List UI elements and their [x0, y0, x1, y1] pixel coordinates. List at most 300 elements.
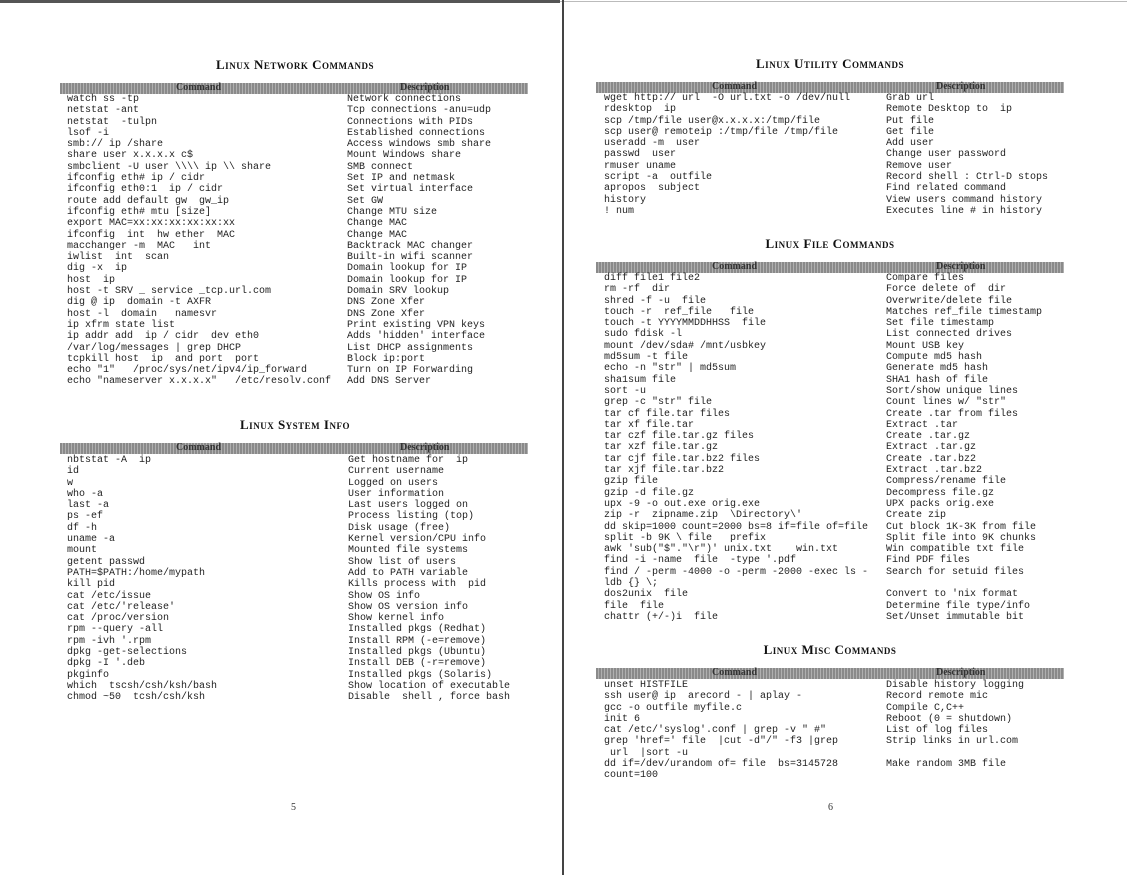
command-header: Command [176, 442, 222, 453]
table-row [604, 138, 1074, 149]
table-row [604, 116, 1074, 127]
command-cell: passwd user [604, 149, 677, 161]
description-cell: Install RPM (-e=remove) [348, 635, 487, 647]
description-cell: Force delete of dir [886, 284, 1007, 296]
description-cell: Block ip:port [347, 353, 426, 365]
description-cell: Search for setuid files [886, 566, 1025, 578]
table-row [67, 173, 537, 184]
command-cell: dig -x ip [67, 263, 128, 275]
command-cell: cat /etc/'syslog'.conf | grep -v " #" [604, 725, 827, 737]
table-row [67, 139, 537, 150]
table-row [67, 602, 537, 613]
description-cell: Extract .tar.gz [886, 442, 977, 454]
table-row [604, 93, 1074, 104]
command-cell: ifconfig int hw ether MAC [67, 229, 236, 241]
description-cell: Create .tar.bz2 [886, 453, 977, 465]
table-row [604, 714, 1074, 725]
command-cell: dos2unix file [604, 589, 689, 601]
command-cell: host -l domain namesvr [67, 308, 218, 320]
table-row [67, 692, 537, 703]
command-cell: cat /proc/version [67, 613, 170, 625]
command-cell: zip -r zipname.zip \Directory\' [604, 510, 803, 522]
description-cell: Set GW [347, 195, 384, 207]
description-cell: Domain lookup for IP [347, 274, 468, 286]
table-row [604, 725, 1074, 736]
network-table [67, 94, 537, 388]
description-cell: Cut block 1K-3K from file [886, 521, 1037, 533]
table-row [67, 624, 537, 635]
command-cell: unset HISTFILE [604, 680, 689, 691]
command-cell: mount /dev/sda# /mnt/usbkey [604, 340, 767, 352]
table-row [67, 613, 537, 624]
command-cell: ssh user@ ip arecord - | aplay - [604, 691, 803, 703]
description-cell: DNS Zone Xfer [347, 308, 426, 320]
description-cell: Kills process with pid [348, 579, 487, 591]
table-row [604, 567, 1074, 578]
command-cell: PATH=$PATH:/home/mypath [67, 567, 206, 579]
description-cell: Access windows smb share [347, 139, 492, 151]
table-row [67, 670, 537, 681]
file-title: Linux File Commands [765, 236, 895, 251]
system-header [60, 443, 528, 454]
table-row [604, 183, 1074, 194]
command-cell: sort -u [604, 385, 647, 397]
description-cell: Set virtual interface [347, 184, 474, 196]
table-row [67, 557, 537, 568]
table-row [67, 365, 537, 376]
command-cell: watch ss -tp [67, 94, 140, 105]
table-row [67, 309, 537, 320]
command-cell: ifconfig eth# mtu [size] [67, 206, 212, 218]
table-row [604, 161, 1074, 172]
command-cell: rpm -ivh '.rpm [67, 635, 152, 647]
table-row [604, 195, 1074, 206]
command-cell: netstat -tulpn [67, 116, 158, 128]
table-row [67, 207, 537, 218]
command-cell: split -b 9K \ file prefix [604, 532, 767, 544]
table-row [67, 511, 537, 522]
table-row [67, 275, 537, 286]
table-row [67, 184, 537, 195]
table-row [67, 241, 537, 252]
table-row [604, 296, 1074, 307]
command-cell: sha1sum file [604, 374, 677, 386]
description-cell: Change MAC [347, 229, 408, 241]
table-row [67, 568, 537, 579]
description-cell: List DHCP assignments [347, 342, 474, 354]
table-row [604, 284, 1074, 295]
description-cell: Generate md5 hash [886, 363, 989, 375]
description-cell: Make random 3MB file [886, 759, 1007, 771]
command-cell: sudo fdisk -l [604, 329, 683, 341]
table-row [604, 601, 1074, 612]
table-row [67, 681, 537, 692]
description-cell: Win compatible txt file [886, 544, 1025, 556]
command-cell: ifconfig eth# ip / cidr [67, 173, 206, 185]
command-cell: ip addr add ip / cidr dev eth0 [67, 331, 260, 343]
command-cell: netstat -ant [67, 105, 140, 117]
command-cell: find -i -name file -type '.pdf [604, 555, 797, 567]
table-row [67, 579, 537, 590]
table-row [604, 589, 1074, 600]
table-row [604, 307, 1074, 318]
description-cell: Create zip [886, 510, 947, 522]
description-cell: Mount USB key [886, 340, 965, 352]
command-cell: tar xjf file.tar.bz2 [604, 465, 725, 477]
command-cell: kill pid [67, 579, 116, 591]
description-cell: Disk usage (free) [348, 522, 451, 534]
table-row [67, 263, 537, 274]
description-cell: Decompress file.gz [886, 487, 995, 499]
table-row [67, 150, 537, 161]
command-cell: url |sort -u [604, 747, 689, 759]
description-cell: Installed pkgs (Ubuntu) [348, 647, 487, 659]
table-row [67, 647, 537, 658]
table-row [604, 533, 1074, 544]
command-cell: cat /etc/issue [67, 590, 152, 602]
command-cell: tar xzf file.tar.gz [604, 442, 719, 454]
description-cell: Change user password [886, 149, 1007, 161]
command-cell: w [67, 477, 74, 489]
table-row [67, 636, 537, 647]
command-cell: tcpkill host ip and port port [67, 353, 260, 365]
description-cell: Put file [886, 115, 935, 127]
table-row [67, 117, 537, 128]
table-row [604, 476, 1074, 487]
command-cell: smb:// ip /share [67, 139, 164, 151]
table-row [604, 488, 1074, 499]
command-cell: rdesktop ip [604, 104, 677, 116]
file-table [604, 273, 1074, 623]
table-row [67, 320, 537, 331]
table-row [604, 510, 1074, 521]
command-cell: grep -c "str" file [604, 397, 713, 409]
description-header: Description [936, 667, 986, 678]
top-rule-right [560, 1, 1127, 2]
description-cell: UPX packs orig.exe [886, 498, 995, 510]
command-cell: wget http:// url -O url.txt -o /dev/null [604, 93, 851, 104]
command-cell: smbclient -U user \\\\ ip \\ share [67, 161, 272, 173]
command-cell: gzip -d file.gz [604, 487, 695, 499]
table-row [67, 297, 537, 308]
description-cell: Mount Windows share [347, 150, 462, 162]
command-cell: upx -9 -o out.exe orig.exe [604, 498, 761, 510]
system-title: Linux System Info [240, 417, 350, 432]
file-header [596, 262, 1064, 273]
description-cell: Add DNS Server [347, 376, 432, 388]
table-row [604, 465, 1074, 476]
description-cell: Set IP and netmask [347, 173, 456, 185]
command-cell: df -h [67, 522, 98, 534]
description-cell: Connections with PIDs [347, 116, 474, 128]
table-row [604, 329, 1074, 340]
command-cell: md5sum -t file [604, 352, 689, 364]
table-row [604, 318, 1074, 329]
description-cell: Create .tar from files [886, 408, 1019, 420]
description-cell: Grab url [886, 93, 935, 104]
description-cell: Get file [886, 126, 935, 138]
description-cell: Kernel version/CPU info [348, 534, 487, 546]
command-cell: chmod ~50 tcsh/csh/ksh [67, 692, 206, 704]
description-cell: Sort/show unique lines [886, 385, 1019, 397]
command-cell: iwlist int scan [67, 252, 170, 264]
description-cell: Show OS version info [348, 601, 469, 613]
description-cell: Compute md5 hash [886, 352, 983, 364]
description-cell: Show list of users [348, 556, 457, 568]
description-cell: Domain lookup for IP [347, 263, 468, 275]
command-cell: lsof -i [67, 127, 110, 139]
command-header: Command [176, 82, 222, 93]
description-cell: DNS Zone Xfer [347, 297, 426, 309]
command-cell: file file [604, 600, 665, 612]
table-row [604, 375, 1074, 386]
description-cell: Turn on IP Forwarding [347, 365, 474, 377]
command-cell: grep 'href=' file |cut -d"/" -f3 |grep [604, 736, 839, 748]
table-row [67, 591, 537, 602]
table-row [604, 612, 1074, 623]
table-row [604, 397, 1074, 408]
table-row [67, 105, 537, 116]
network-header [60, 83, 528, 94]
description-cell: Tcp connections -anu=udp [347, 105, 492, 117]
table-row [604, 544, 1074, 555]
description-cell: Process listing (top) [348, 511, 475, 523]
description-cell: List of log files [886, 725, 989, 737]
network-title: Linux Network Commands [216, 57, 374, 72]
table-row [604, 104, 1074, 115]
description-cell: Executes line # in history [886, 205, 1043, 217]
description-header: Description [400, 82, 450, 93]
table-row [67, 500, 537, 511]
utility-table [604, 93, 1074, 217]
command-cell: chattr (+/-)i file [604, 611, 719, 623]
description-cell: Set file timestamp [886, 318, 995, 330]
command-cell: pkginfo [67, 669, 110, 681]
command-cell: script -a outfile [604, 172, 713, 184]
command-cell: find / -perm -4000 -o -perm -2000 -exec ls - [604, 566, 869, 578]
table-row [604, 555, 1074, 566]
table-row [604, 770, 1074, 781]
table-row [67, 455, 537, 466]
description-header: Description [400, 442, 450, 453]
description-cell: Set/Unset immutable bit [886, 611, 1025, 623]
command-cell: dd if=/dev/urandom of= file bs=3145728 [604, 759, 839, 771]
description-cell: SMB connect [347, 161, 414, 173]
description-cell: Record remote mic [886, 691, 989, 703]
table-row [67, 218, 537, 229]
description-cell: Change MTU size [347, 206, 438, 218]
description-cell: Compile C,C++ [886, 702, 965, 714]
description-cell: Matches ref_file timestamp [886, 306, 1043, 318]
command-cell: macchanger -m MAC int [67, 240, 212, 252]
command-cell: dpkg -get-selections [67, 647, 188, 659]
command-cell: apropos subject [604, 183, 701, 195]
command-cell: ! num [604, 205, 635, 217]
description-cell: View users command history [886, 194, 1043, 206]
description-cell: List connected drives [886, 329, 1013, 341]
misc-table [604, 680, 1074, 782]
table-row [604, 703, 1074, 714]
table-row [604, 578, 1074, 589]
description-cell: Compress/rename file [886, 476, 1007, 488]
table-row [67, 94, 537, 105]
command-cell: ldb {} \; [604, 578, 659, 590]
command-cell: scp /tmp/file user@x.x.x.x:/tmp/file [604, 115, 821, 127]
table-row [604, 409, 1074, 420]
description-cell: Reboot (0 = shutdown) [886, 713, 1013, 725]
command-cell: ip xfrm state list [67, 319, 176, 331]
command-cell: gzip file [604, 476, 659, 488]
description-header: Description [936, 261, 986, 272]
utility-header [596, 82, 1064, 93]
description-cell: Disable shell , force bash [348, 692, 511, 704]
description-cell: Established connections [347, 127, 486, 139]
command-cell: shred -f -u file [604, 295, 707, 307]
command-cell: history [604, 194, 647, 206]
command-cell: awk 'sub("$"."\r")' unix.txt win.txt [604, 544, 839, 556]
description-cell: Extract .tar [886, 419, 959, 431]
description-cell: Network connections [347, 94, 462, 105]
table-row [67, 343, 537, 354]
table-row [604, 454, 1074, 465]
description-cell: User information [348, 488, 445, 500]
table-row [604, 748, 1074, 759]
command-cell: rmuser uname [604, 160, 677, 172]
command-cell: ps -ef [67, 511, 104, 523]
command-cell: host ip [67, 274, 116, 286]
table-row [604, 420, 1074, 431]
command-cell: touch -r ref_file file [604, 306, 755, 318]
table-row [604, 499, 1074, 510]
table-row [604, 149, 1074, 160]
description-cell: Backtrack MAC changer [347, 240, 474, 252]
table-row [604, 172, 1074, 183]
command-cell: useradd -m user [604, 138, 701, 150]
table-row [604, 680, 1074, 691]
table-row [67, 534, 537, 545]
table-row [67, 523, 537, 534]
command-cell: export MAC=xx:xx:xx:xx:xx:xx [67, 218, 236, 230]
table-row [67, 376, 537, 387]
system-table [67, 455, 537, 704]
command-cell: getent passwd [67, 556, 146, 568]
description-cell: Get hostname for ip [348, 455, 469, 466]
description-cell: Remote Desktop to ip [886, 104, 1013, 116]
description-cell: Disable history logging [886, 680, 1025, 691]
description-cell: Domain SRV lookup [347, 286, 450, 298]
description-cell: Install DEB (-r=remove) [348, 658, 487, 670]
command-cell: /var/log/messages | grep DHCP [67, 342, 242, 354]
page-number-left: 5 [291, 802, 296, 813]
table-row [67, 545, 537, 556]
table-row [67, 658, 537, 669]
command-cell: cat /etc/'release' [67, 601, 176, 613]
description-cell: Show location of executable [348, 680, 511, 692]
page-number-right: 6 [828, 802, 833, 813]
command-cell: nbtstat -A ip [67, 455, 152, 466]
description-cell: Change MAC [347, 218, 408, 230]
command-header: Command [712, 81, 758, 92]
description-cell: Compare files [886, 273, 965, 284]
table-row [67, 331, 537, 342]
description-cell: Show kernel info [348, 613, 445, 625]
command-cell: init 6 [604, 713, 641, 725]
description-cell: Record shell : Ctrl-D stops [886, 172, 1049, 184]
command-cell: last -a [67, 500, 110, 512]
description-cell: Create .tar.gz [886, 431, 971, 443]
command-cell: tar cf file.tar files [604, 408, 731, 420]
description-cell: Logged on users [348, 477, 439, 489]
table-row [604, 363, 1074, 374]
table-row [67, 354, 537, 365]
command-cell: tar czf file.tar.gz files [604, 431, 755, 443]
command-header: Command [712, 667, 758, 678]
description-cell: Split file into 9K chunks [886, 532, 1037, 544]
misc-header [596, 668, 1064, 679]
command-cell: count=100 [604, 770, 659, 782]
table-row [604, 736, 1074, 747]
table-row [67, 128, 537, 139]
command-cell: uname -a [67, 534, 116, 546]
description-cell: Strip links in url.com [886, 736, 1019, 748]
description-cell: Extract .tar.bz2 [886, 465, 983, 477]
command-cell: dd skip=1000 count=2000 bs=8 if=file of=file [604, 521, 869, 533]
table-row [604, 522, 1074, 533]
table-row [604, 759, 1074, 770]
table-row [604, 352, 1074, 363]
description-cell: Show OS info [348, 590, 421, 602]
description-cell: Add to PATH variable [348, 567, 469, 579]
command-cell: ifconfig eth0:1 ip / cidr [67, 184, 224, 196]
description-cell: Installed pkgs (Solaris) [348, 669, 493, 681]
page-spine [562, 0, 564, 875]
command-header: Command [712, 261, 758, 272]
table-row [604, 691, 1074, 702]
command-cell: route add default gw gw_ip [67, 195, 230, 207]
command-cell: dig @ ip domain -t AXFR [67, 297, 212, 309]
description-cell: Current username [348, 466, 445, 478]
description-header: Description [936, 81, 986, 92]
command-cell: diff file1 file2 [604, 273, 701, 284]
description-cell: Find related command [886, 183, 1007, 195]
table-row [67, 252, 537, 263]
command-cell: scp user@ remoteip :/tmp/file /tmp/file [604, 126, 839, 138]
table-row [604, 341, 1074, 352]
description-cell: Mounted file systems [348, 545, 469, 557]
command-cell: id [67, 466, 80, 478]
command-cell: gcc -o outfile myfile.c [604, 702, 743, 714]
description-cell: Overwrite/delete file [886, 295, 1013, 307]
description-cell: Add user [886, 138, 935, 150]
description-cell: Find PDF files [886, 555, 971, 567]
table-row [67, 286, 537, 297]
description-cell: Last users logged on [348, 500, 469, 512]
command-cell: which tscsh/csh/ksh/bash [67, 680, 218, 692]
description-cell: Remove user [886, 160, 953, 172]
command-cell: echo -n "str" | md5sum [604, 363, 737, 375]
command-cell: dpkg -I '.deb [67, 658, 146, 670]
command-cell: rpm --query -all [67, 624, 164, 636]
table-row [604, 386, 1074, 397]
command-cell: tar cjf file.tar.bz2 files [604, 453, 761, 465]
command-cell: rm -rf dir [604, 284, 671, 296]
command-cell: echo "nameserver x.x.x.x" /etc/resolv.conf [67, 376, 332, 388]
command-cell: host -t SRV _ service _tcp.url.com [67, 286, 272, 298]
description-cell: Built-in wifi scanner [347, 252, 474, 264]
table-row [604, 431, 1074, 442]
table-row [67, 230, 537, 241]
description-cell: Print existing VPN keys [347, 319, 486, 331]
